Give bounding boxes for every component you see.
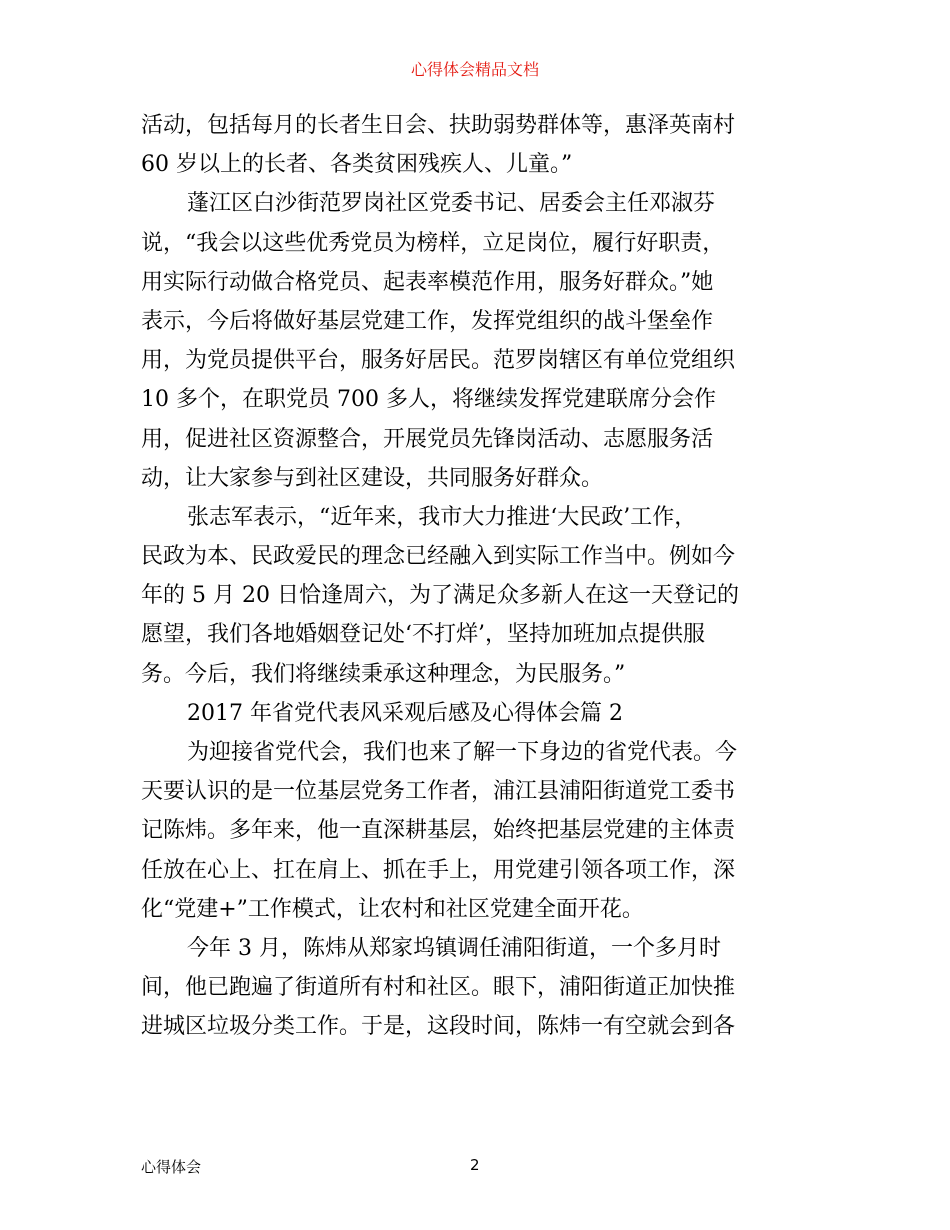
text-line: 民政为本、民政爱民的理念已经融入到实际工作当中。例如今: [141, 544, 736, 570]
text-line: 60 岁以上的长者、各类贫困残疾人、儿童。”: [141, 152, 573, 178]
paragraph-first-line: 张志军表示，“近年来，我市大力推进‘大民政’工作，: [187, 504, 697, 530]
text-line: 10 多个，在职党员 700 多人，将继续发挥党建联席分会作: [141, 387, 716, 413]
text-line: 任放在心上、扛在肩上、抓在手上，用党建引领各项工作，深: [141, 857, 736, 883]
text-line: 进城区垃圾分类工作。于是，这段时间，陈炜一有空就会到各: [141, 1014, 736, 1040]
text-line: 用，促进社区资源整合，开展党员先锋岗活动、志愿服务活: [141, 426, 714, 452]
text-line: 务。今后，我们将继续秉承这种理念，为民服务。”: [141, 661, 626, 687]
text-line: 年的 5 月 20 日恰逢周六，为了满足众多新人在这一天登记的: [141, 583, 739, 609]
page-number: 2: [470, 1156, 480, 1174]
text-line: 间，他已跑遍了街道所有村和社区。眼下，浦阳街道正加快推: [141, 975, 736, 1001]
text-line: 天要认识的是一位基层党务工作者，浦江县浦阳街道党工委书: [141, 779, 736, 805]
paragraph-first-line: 为迎接省党代会，我们也来了解一下身边的省党代表。今: [187, 740, 738, 765]
page-header-title: 心得体会精品文档: [410, 60, 539, 79]
text-line: 活动，包括每月的长者生日会、扶助弱势群体等，惠泽英南村: [141, 113, 736, 138]
text-line: 用，为党员提供平台，服务好居民。范罗岗辖区有单位党组织: [141, 348, 736, 374]
text-line: 动，让大家参与到社区建设，共同服务好群众。: [141, 465, 604, 491]
text-line: 说，“我会以这些优秀党员为榜样，立足岗位，履行好职责，: [141, 230, 725, 256]
paragraph-first-line: 蓬江区白沙街范罗岗社区党委书记、居委会主任邓淑芬: [187, 191, 716, 217]
text-line: 愿望，我们各地婚姻登记处‘不打烊’，坚持加班加点提供服: [141, 622, 705, 648]
text-line: 记陈炜。多年来，他一直深耕基层，始终把基层党建的主体责: [141, 818, 736, 844]
section-heading: 2017 年省党代表风采观后感及心得体会篇 2: [187, 700, 623, 726]
text-line: 用实际行动做合格党员、起表率模范作用，服务好群众。”她: [141, 269, 714, 295]
document-body: [141, 106, 816, 1047]
footer-label: 心得体会: [141, 1158, 202, 1176]
text-line: 化“党建+”工作模式，让农村和社区党建全面开花。: [141, 896, 644, 922]
paragraph-first-line: 今年 3 月，陈炜从郑家坞镇调任浦阳街道，一个多月时: [187, 935, 721, 961]
text-line: 表示，今后将做好基层党建工作，发挥党组织的战斗堡垒作: [141, 308, 714, 334]
